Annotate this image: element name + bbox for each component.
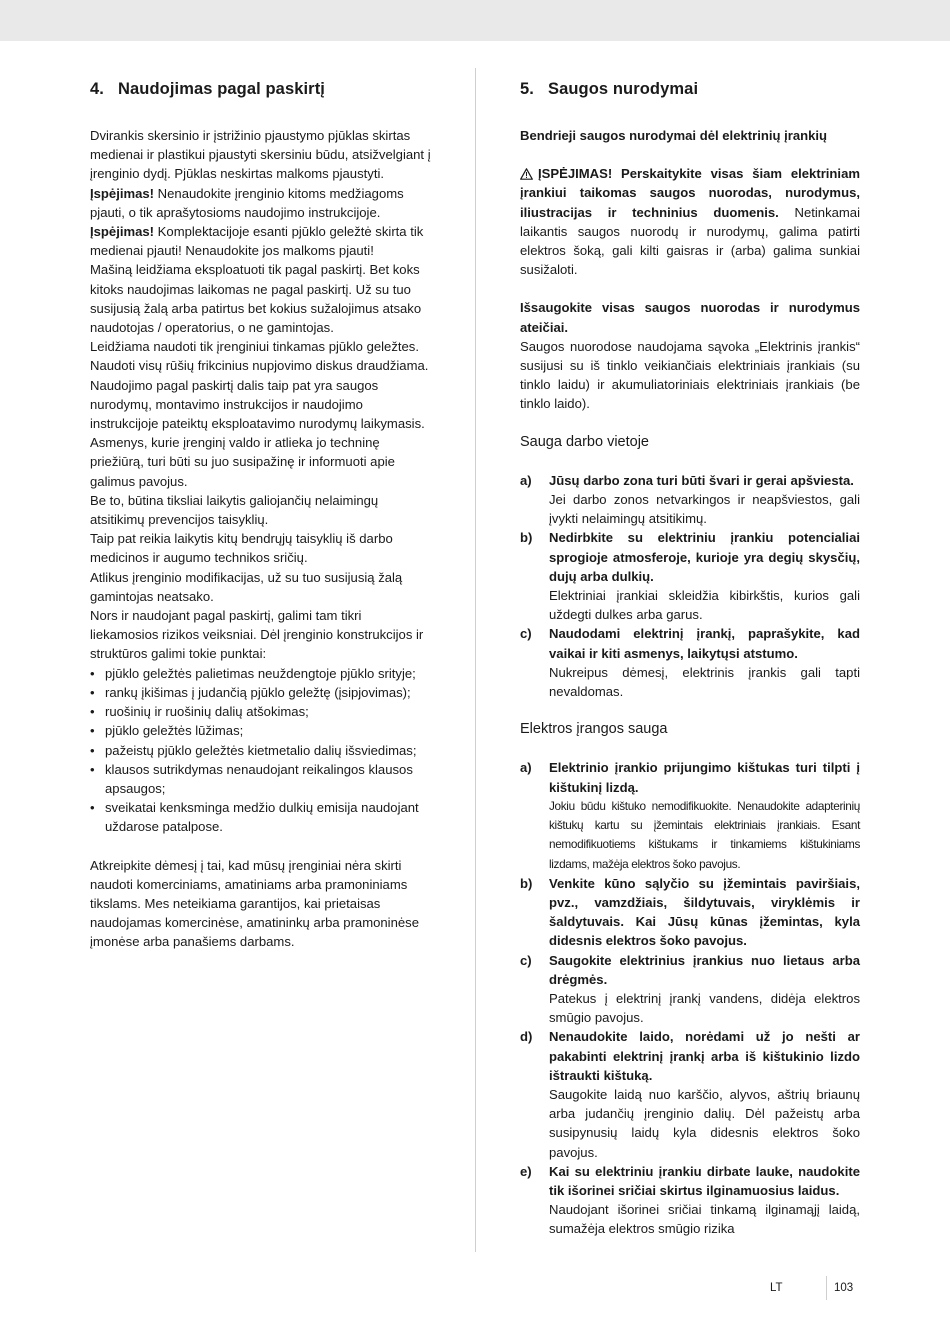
- item-text: Saugokite laidą nuo karščio, alyvos, aštrių briaunų arba judančių įrenginio dalių. Dėl pažeistų arba susipynusių laidų kyla didesnis elektros šoko pavojus.: [549, 1086, 860, 1160]
- item-label: e): [520, 1163, 532, 1179]
- section-title: Saugos nurodymai: [548, 80, 699, 98]
- list-item: [520, 1027, 860, 1161]
- item-heading: Elektrinio įrankio prijungimo kištukas turi tilpti į kištukinį lizdą.: [549, 760, 860, 795]
- item-text: Nukreipus dėmesį, elektrinis įrankis gali tapti nevaldomas.: [549, 664, 860, 700]
- paragraph: Be to, būtina tiksliai laikytis galiojančių nelaimingų atsitikimų prevencijos taisyklių.: [90, 492, 379, 528]
- list-item: • pjūklo geležtės palietimas neuždengtoje pjūklo srityje;: [90, 664, 432, 683]
- item-label: c): [520, 626, 532, 642]
- paragraph: Mašiną leidžiama eksploatuoti tik pagal paskirtį. Bet koks kitoks naudojimas laikomas ne pagal paskirtį. Už su tuo susijusią žalą arba patirtus bet kokius sužalojimus atsako naudotojas / operatorius, o ne gamintojas.: [90, 262, 422, 336]
- warning-label: Įspėjimas!: [90, 185, 155, 201]
- item-label: b): [520, 875, 533, 891]
- item-heading: Nedirbkite su elektriniu įrankiu potencialiai sprogioje atmosferoje, kurioje yra degių skysčių, dujų arba dulkių.: [549, 530, 860, 584]
- paragraph: Taip pat reikia laikytis kitų bendrųjų taisyklių iš darbo medicinos ir augumo technikos sričių.: [90, 531, 393, 566]
- section-number: 4.: [90, 80, 104, 98]
- item-label: a): [520, 760, 532, 776]
- paragraph: Dvirankis skersinio ir įstrižinio pjaustymo pjūklas skirtas medienai ir plastikui pjaustyti skersiniu būdu, atsižvelgiant į įrenginio dydį. Pjūklas neskirtas malkoms pjaustyti.: [90, 128, 431, 182]
- paragraph: Asmenys, kurie įrenginį valdo ir atlieka jo techninę priežiūrą, turi būti su juo susipažinę ir informuoti apie galimus pavojus.: [90, 435, 395, 489]
- general-safety-title: [520, 126, 860, 145]
- list-item: [520, 758, 860, 873]
- electrical-safety-heading: Elektros įrangos sauga: [520, 721, 668, 738]
- section-5-heading: [520, 76, 860, 102]
- left-column: [90, 76, 432, 952]
- item-text: Jei darbo zonos netvarkingos ir neapšviestos, gali įvykti nelaimingų atsitikimų.: [549, 492, 860, 527]
- item-heading: Kai su elektriniu įrankiu dirbate lauke, naudokite tik išorinei sričiai skirtus ilginamuosius laidus.: [549, 1163, 860, 1198]
- item-heading: Jūsų darbo zona turi būti švari ir gerai apšviesta.: [549, 472, 854, 488]
- keep-instructions-bold: Išsaugokite visas saugos nuorodas ir nurodymus ateičiai.: [520, 300, 860, 335]
- item-text: Patekus į elektrinį įrankį vandens, didėja elektros smūgio pavojus.: [549, 990, 860, 1026]
- item-label: b): [520, 530, 533, 546]
- footer-divider: [826, 1276, 827, 1300]
- item-text: Jokiu būdu kištuko nemodifikuokite. Nenaudokite adapterinių kištukų kartu su įžemintais elektriniais įrankiais. Esant nemodifikuotiems kištukams ir tinkamiems kištukiniams lizdams, mažėja elektros šoko pavojus.: [549, 798, 860, 871]
- section-4-heading: [90, 76, 432, 102]
- list-item: • pažeistų pjūklo geležtės kietmetalio dalių išsviedimas;: [90, 741, 432, 760]
- paragraph: Atkreipkite dėmesį į tai, kad mūsų įrenginiai nėra skirti naudoti komerciniams, amatiniams arba pramoniniams tikslams. Mes neteikiama garantijos, kai prietaisas naudojamas komercinėse, amatininkų arba pramoninėse įmonėse arba panašiems darbams.: [90, 857, 419, 950]
- footer-language: LT: [770, 1282, 783, 1294]
- workplace-safety-heading: Sauga darbo vietoje: [520, 433, 649, 450]
- item-label: c): [520, 952, 532, 968]
- item-text: Elektriniai įrankiai skleidžia kibirkštis, kurios gali uždegti dulkes arba garus.: [549, 588, 860, 623]
- list-item: • ruošinių ir ruošinių dalių atšokimas;: [90, 702, 432, 721]
- paragraph: Naudojimo pagal paskirtį dalis taip pat yra saugos nurodymų, montavimo instrukcijos ir naudojimo instrukcijoje pateiktų eksploatavimo nurodymų laikymasis.: [90, 377, 425, 432]
- item-heading: Naudodami elektrinį įrankį, paprašykite, kad vaikai ir kiti asmenys, laikytųsi atstumo.: [549, 626, 860, 661]
- page-number: 103: [834, 1282, 854, 1294]
- list-item: [520, 471, 860, 529]
- paragraph: Nors ir naudojant pagal paskirtį, galimi tam tikri liekamosios rizikos veiksniai. Dėl įrenginio konstrukcijos ir struktūros galimi tokie punktai:: [90, 608, 424, 662]
- list-item: • pjūklo geležtės lūžimas;: [90, 721, 432, 740]
- warning-paragraph: [90, 184, 432, 222]
- warning-paragraph: [90, 222, 432, 260]
- warning-text: Nenaudokite įrenginio kitoms medžiagoms pjauti, o tik aprašytosioms naudojimo instrukcijoje.: [90, 185, 404, 220]
- paragraph: Saugos nuorodose naudojama sąvoka „Elektrinis įrankis“ susijusi su iš tinklo veikiančiais elektriniais įrankiais (su tinklo laidu) ir akumuliatoriniais elektriniais įrankiais (be tinklo laido).: [520, 338, 860, 412]
- list-item: • rankų įkišimas į judančią pjūklo geležtę (įsipjovimas);: [90, 683, 432, 702]
- list-item: • sveikatai kenksminga medžio dulkių emisija naudojant uždarose patalpose.: [90, 798, 432, 836]
- keep-instructions-title: [520, 298, 860, 336]
- paragraph: Leidžiama naudoti tik įrenginiui tinkamas pjūklo geležtes. Naudoti visų rūšių frikcinius nupjovimo diskus draudžiama.: [90, 339, 429, 374]
- section-number: 5.: [520, 80, 534, 98]
- general-safety-title-text: Bendrieji saugos nurodymai dėl elektrinių įrankių: [520, 128, 828, 143]
- item-heading: Nenaudokite laido, norėdami už jo nešti ar pakabinti elektrinį įrankį arba iš kištukinio lizdo ištraukti kištuką.: [549, 1029, 860, 1083]
- electrical-list: [520, 758, 860, 1238]
- warning-label: Įspėjimas!: [90, 224, 155, 240]
- item-heading: Venkite kūno sąlyčio su įžemintais paviršiais, pvz., vamzdžiais, šildytuvais, viryklėmis ir šaldytuvais. Kai Jūsų kūnas įžemintas, kyla didesnis elektros šoko pavojus.: [549, 875, 860, 949]
- warning-text: Komplektacijoje esanti pjūklo geležtė skirta tik medienai pjauti! Nenaudokite jos malkoms pjauti!: [90, 224, 424, 259]
- risk-list: [90, 664, 432, 837]
- section-title: Naudojimas pagal paskirtį: [118, 80, 325, 98]
- warning-bold-text: ĮSPĖJIMAS! Perskaitykite visas šiam elektriniam įrankiui taikomas saugos nuorodas, nurodymus, iliustracijas ir techninius duomenis.: [520, 166, 860, 220]
- list-item: [520, 951, 860, 1028]
- item-label: a): [520, 472, 532, 488]
- workplace-list: [520, 471, 860, 701]
- warning-text: Netinkamai laikantis saugos nuorodų ir nurodymų, galima patirti elektros šoką, gali kilti gaisras ir (arba) galima sunkiai susižaloti.: [520, 204, 860, 278]
- list-item: • klausos sutrikdymas nenaudojant reikalingos klausos apsaugos;: [90, 760, 432, 798]
- list-item: [520, 874, 860, 951]
- paragraph: Atlikus įrenginio modifikacijas, už su tuo susijusią žalą gamintojas neatsako.: [90, 569, 403, 604]
- warning-paragraph: [520, 164, 860, 279]
- warning-triangle-icon: [520, 168, 533, 180]
- list-item: [520, 624, 860, 701]
- item-heading: Saugokite elektrinius įrankius nuo lietaus arba drėgmės.: [549, 952, 860, 987]
- top-bar: [0, 0, 950, 41]
- list-item: [520, 1162, 860, 1239]
- item-text: Naudojant išorinei sričiai tinkamą ilginamąjį laidą, sumažėja elektros smūgio rizika: [549, 1202, 860, 1237]
- list-item: [520, 528, 860, 624]
- right-column: [520, 76, 860, 1239]
- column-divider: [475, 68, 476, 1252]
- item-label: d): [520, 1029, 533, 1045]
